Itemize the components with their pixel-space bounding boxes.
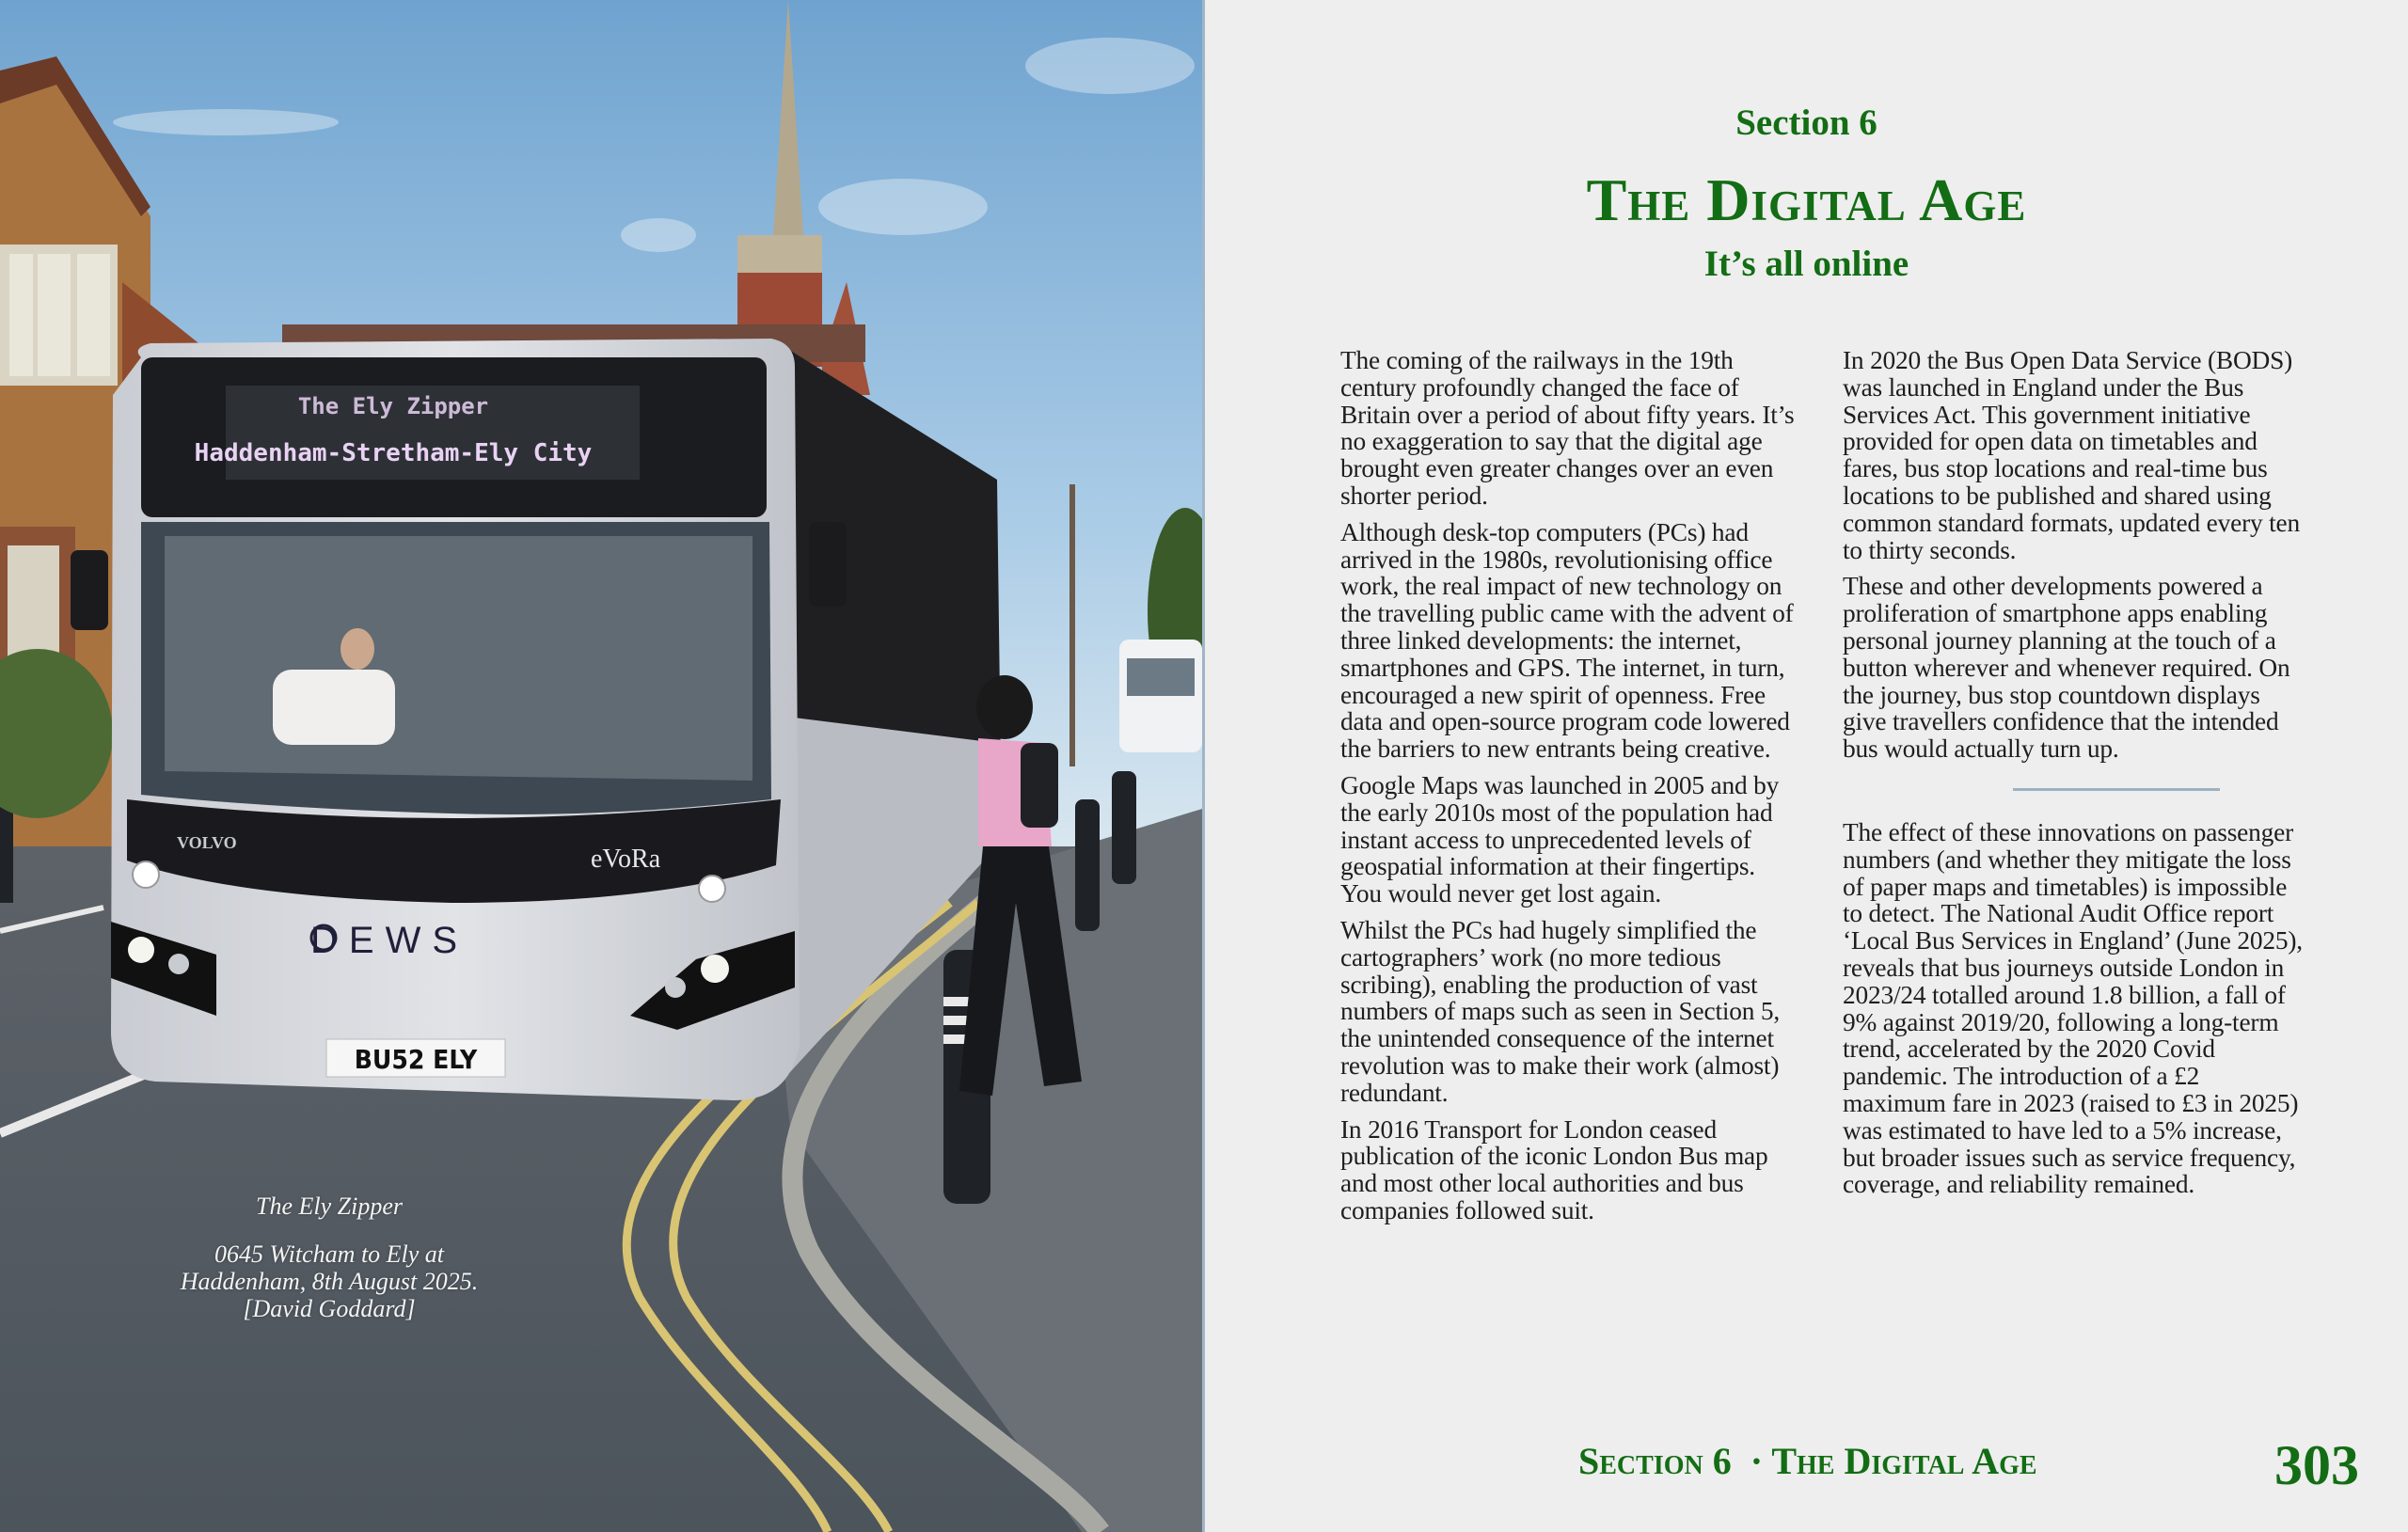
caption-line-1: 0645 Witcham to Ely at (214, 1240, 445, 1268)
paragraph: In 2020 the Bus Open Data Service (BODS) was launched in England under the Bus Services Act. This government initiative provided for open data on timetables and fares, bus stop locations and real-time bus locations to be published and shared using common standard formats, updated every ten to thirty seconds. (1843, 346, 2300, 564)
operator-logo: DEWS (310, 920, 468, 961)
caption-credit: [David Goddard] (243, 1295, 416, 1322)
destination-line-1: The Ely Zipper (297, 393, 489, 419)
photo-caption (94, 1192, 564, 1322)
caption-line-2: Haddenham, 8th August 2025. (180, 1268, 479, 1295)
white-van (1119, 640, 1202, 752)
destination-line-2: Haddenham-Stretham-Ely City (194, 439, 593, 467)
running-footer: Section 6 · The Digital Age (1578, 1440, 2037, 1482)
page-number: 303 (2274, 1434, 2359, 1496)
registration-text: BU52 ELY (354, 1044, 478, 1075)
bus (71, 339, 1002, 1100)
paragraph: In 2016 Transport for London ceased publication of the iconic London Bus map and most other local authorities and bus companies followed suit. (1340, 1114, 1768, 1224)
text-page (1205, 0, 2408, 1532)
bus-model-badge: eVoRa (591, 845, 661, 874)
section-kicker: Section 6 (1735, 103, 1877, 143)
right-column (1843, 347, 2304, 1208)
paragraph: The effect of these innovations on passenger numbers (and whether they mitigate the loss of paper maps and timetables) is impossible to detect. The National Audit Office report ‘Local Bus Services in England’ (June 2025), reveals that bus journeys outside London in 2023/24 totalled around 1.8 billion, a fall of 9% against 2019/20, following a long-term trend, accelerated by the 2020 Covid pandemic. The introduction of a £2 maximum fare in 2023 (raised to £3 in 2025) was estimated to have led to a 5% increase, but broader issues such as service frequency, coverage, and reliability remained. (1843, 817, 2303, 1199)
driver (341, 628, 374, 670)
paragraph: These and other developments powered a proliferation of smartphone apps enabling personal journey planning at the touch of a button wherever and whenever required. On the journey, bus stop countdown displays give travellers confidence that the intended bus would actually turn up. (1843, 572, 2290, 764)
bus-photo (0, 0, 1202, 1532)
paragraph: Google Maps was launched in 2005 and by the early 2010s most of the population had instant access to unprecedented levels of geospatial information at their fingertips. You would never get lost again. (1340, 770, 1780, 908)
page-title: The Digital Age (1586, 166, 2027, 233)
paragraph: Whilst the PCs had hugely simplified the cartographers’ work (no more tedious scribing), enabling the production of vast numbers of maps such as seen in Section 5, the unintended consequence of the internet revolution was to make their work (almost) redundant. (1340, 915, 1781, 1107)
paragraph: The coming of the railways in the 19th century profoundly changed the face of Britain over a period of about fifty years. It’s no exaggeration to say that the digital age brought even greater changes over an even shorter period. (1340, 346, 1795, 510)
section-divider (2013, 788, 2220, 791)
caption-title: The Ely Zipper (256, 1192, 403, 1220)
page-subtitle: It’s all online (1703, 244, 1909, 284)
left-column (1340, 347, 1801, 1234)
paragraph: Although desk-top computers (PCs) had arrived in the 1980s, revolutionising office work, the real impact of new technology on the travelling public came with the advent of three linked developments: the internet, smartphones and GPS. The internet, in turn, encouraged a new spirit of openness. Free data and open-source program code lowered the barriers to new entrants being creative. (1340, 517, 1794, 764)
pole (1069, 484, 1075, 766)
bus-make-badge: VOLVO (177, 833, 237, 852)
